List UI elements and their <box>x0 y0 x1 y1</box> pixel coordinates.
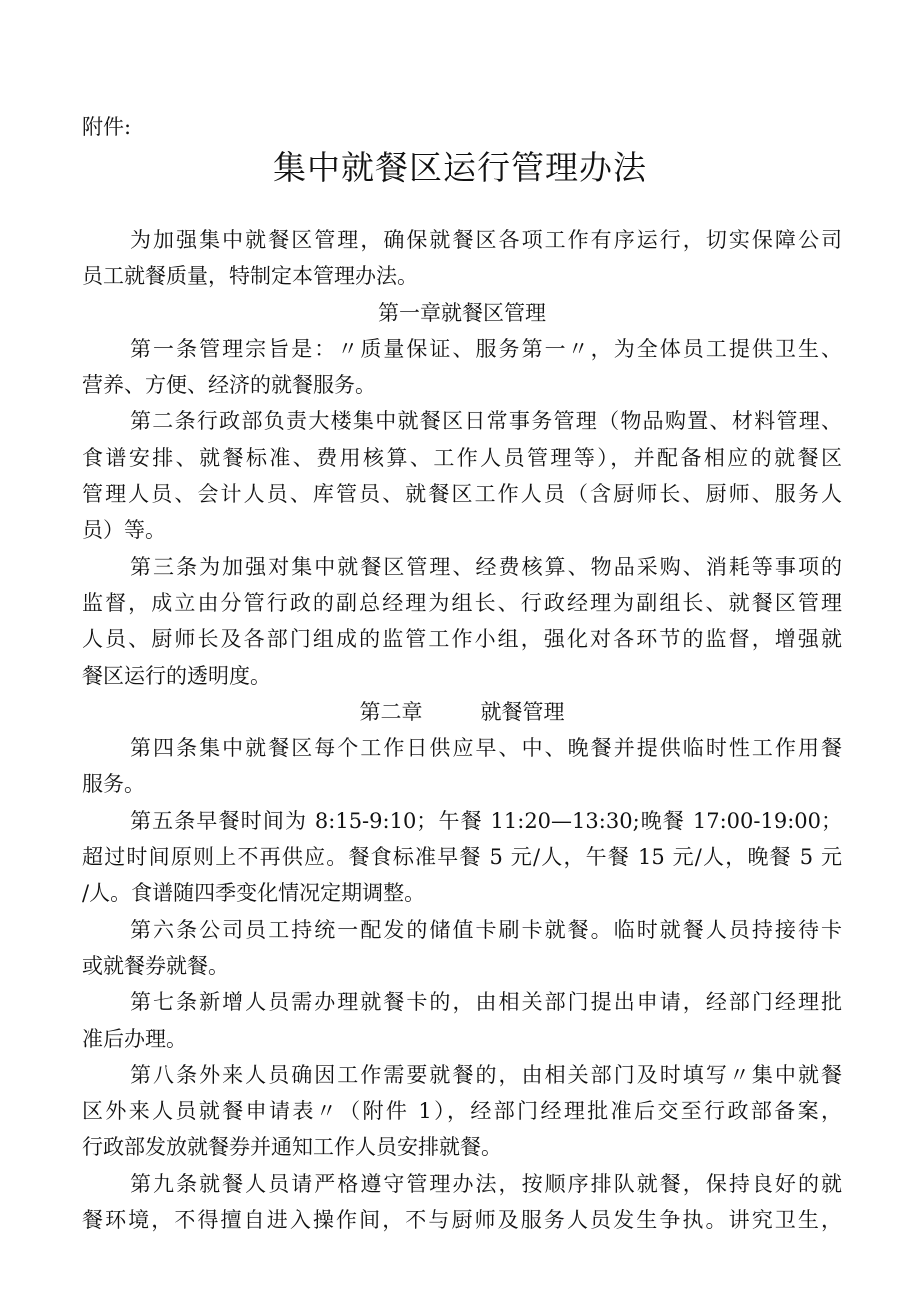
text-line: 监督，成立由分管行政的副总经理为组长、行政经理为副组长、就餐区管理 <box>82 590 842 615</box>
text-line: 区外来人员就餐申请表〃（附件 1），经部门经理批准后交至行政部备案， <box>82 1099 842 1124</box>
text-line: 第五条早餐时间为 8:15-9:10；午餐 11:20—13:30;晚餐 17:00-19:00； <box>130 808 842 833</box>
text-line: 第四条集中就餐区每个工作日供应早、中、晚餐并提供临时性工作用餐 <box>130 736 842 761</box>
attachment-label: 附件: <box>82 115 132 139</box>
text-line: 第六条公司员工持统一配发的储值卡刷卡就餐。临时就餐人员持接待卡 <box>130 917 842 942</box>
text-line: 员）等。 <box>82 518 166 543</box>
text-line: 第七条新增人员需办理就餐卡的，由相关部门提出申请，经部门经理批 <box>130 990 842 1015</box>
text-line: 超过时间原则上不再供应。餐食标准早餐 5 元/人，午餐 15 元/人，晚餐 5 元 <box>82 845 842 870</box>
chapter-heading-1: 第一章就餐区管理 <box>378 300 546 325</box>
article-2 <box>82 403 842 548</box>
text-line: 管理人员、会计人员、库管员、就餐区工作人员（含厨师长、厨师、服务人 <box>82 482 842 507</box>
article-4 <box>82 730 842 803</box>
document-body <box>82 222 842 1238</box>
preamble-paragraph <box>82 222 842 295</box>
text-line: 行政部发放就餐券并通知工作人员安排就餐。 <box>82 1135 502 1160</box>
article-8 <box>82 1057 842 1166</box>
article-3 <box>82 549 842 694</box>
text-line: 为加强集中就餐区管理，确保就餐区各项工作有序运行，切实保障公司 <box>130 228 842 252</box>
text-line: 服务。 <box>82 772 145 797</box>
chapter-number: 第二章 <box>359 699 423 724</box>
text-line: 人员、厨师长及各部门组成的监管工作小组，强化对各环节的监督，增强就 <box>82 627 842 652</box>
text-line: /人。食谱随四季变化情况定期调整。 <box>82 881 426 906</box>
article-1 <box>82 331 842 404</box>
chapter-heading-2 <box>82 694 842 730</box>
text-line: 第八条外来人员确因工作需要就餐的，由相关部门及时填写〃集中就餐 <box>130 1062 842 1087</box>
text-line: 或就餐券就餐。 <box>82 953 229 978</box>
text-line: 餐区运行的透明度。 <box>82 663 271 688</box>
article-9 <box>82 1166 842 1239</box>
article-6 <box>82 912 842 985</box>
text-line: 第三条为加强对集中就餐区管理、经费核算、物品采购、消耗等事项的 <box>130 554 842 579</box>
text-line: 第九条就餐人员请严格遵守管理办法，按顺序排队就餐，保持良好的就 <box>130 1171 842 1196</box>
text-line: 第一条管理宗旨是：〃质量保证、服务第一〃，为全体员工提供卫生、 <box>130 336 842 361</box>
text-line: 营养、方便、经济的就餐服务。 <box>82 373 376 398</box>
document-title: 集中就餐区运行管理办法 <box>273 148 647 187</box>
text-line: 员工就餐质量，特制定本管理办法。 <box>82 264 418 289</box>
text-line: 第二条行政部负责大楼集中就餐区日常事务管理（物品购置、材料管理、 <box>130 409 842 434</box>
text-line: 食谱安排、就餐标准、费用核算、工作人员管理等），并配备相应的就餐区 <box>82 445 842 470</box>
text-line: 准后办理。 <box>82 1026 187 1051</box>
chapter-name: 就餐管理 <box>480 699 565 724</box>
article-7 <box>82 984 842 1057</box>
text-line: 餐环境，不得擅自进入操作间，不与厨师及服务人员发生争执。讲究卫生， <box>82 1208 842 1233</box>
article-5 <box>82 803 842 912</box>
